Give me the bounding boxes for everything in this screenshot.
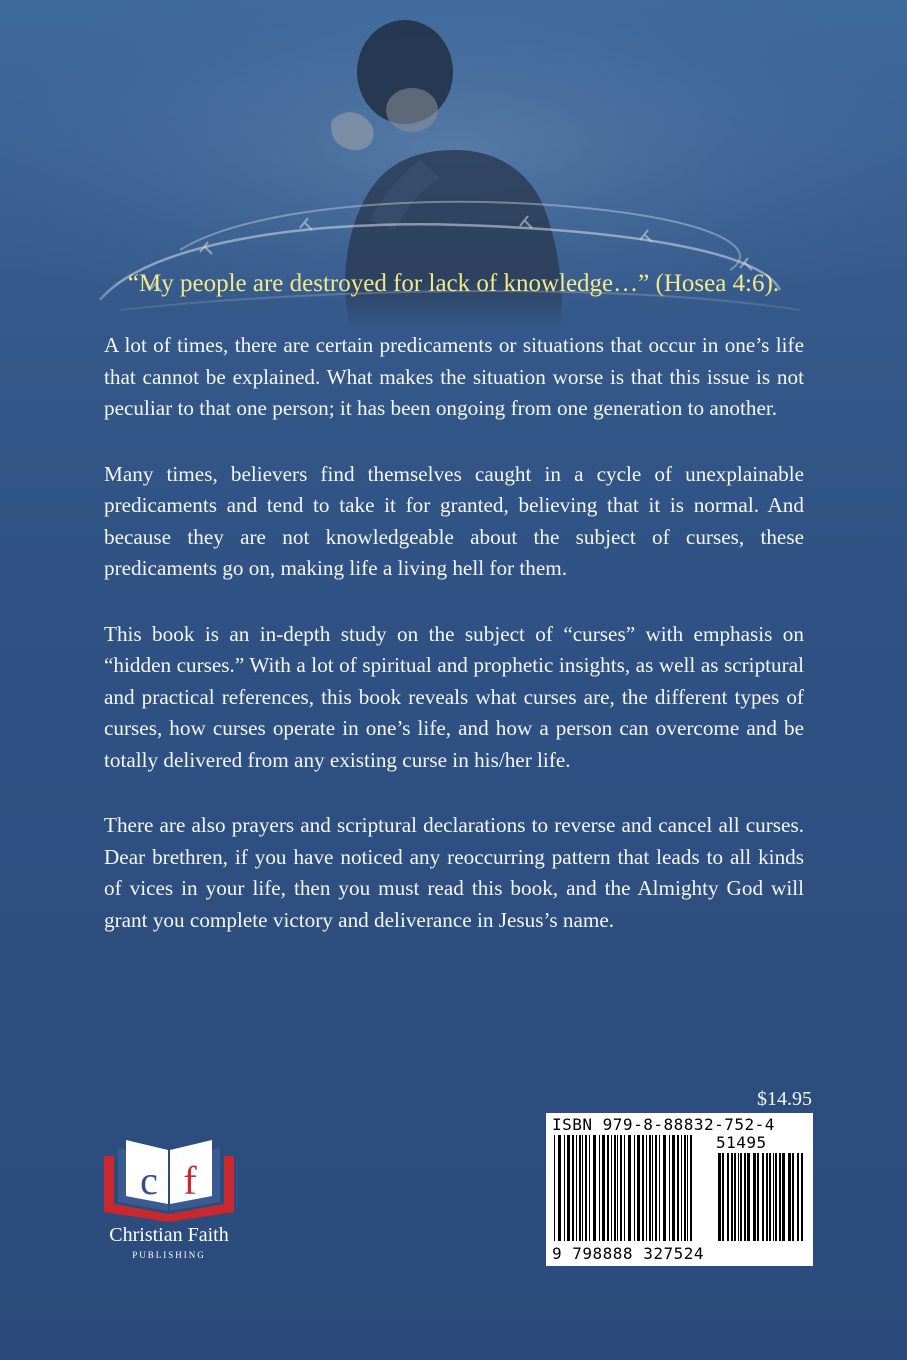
addon-barcode-bar xyxy=(782,1153,785,1241)
barcode-bar xyxy=(554,1135,555,1241)
barcode-bar xyxy=(620,1135,622,1241)
addon-barcode-bar xyxy=(753,1153,756,1241)
addon-barcode-bar xyxy=(727,1153,729,1241)
barcode-bar xyxy=(576,1135,577,1241)
addon-barcode-bar xyxy=(788,1153,791,1241)
barcode-bar xyxy=(646,1135,647,1241)
addon-barcode-bar xyxy=(766,1153,768,1241)
barcode-bar xyxy=(677,1135,679,1241)
addon-barcode-bar xyxy=(779,1153,781,1241)
publisher-name: Christian Faith xyxy=(109,1224,229,1246)
barcode-bar xyxy=(669,1135,670,1241)
barcode-bar xyxy=(687,1135,688,1241)
barcode-bar xyxy=(567,1135,570,1241)
barcode-bar xyxy=(564,1135,565,1241)
barcode-bar xyxy=(637,1135,640,1241)
addon-barcode-bar xyxy=(775,1153,777,1241)
back-cover-blurb xyxy=(104,330,804,970)
barcode-bar xyxy=(572,1135,574,1241)
barcode-bar xyxy=(634,1135,635,1241)
publisher-logo xyxy=(94,1134,244,1274)
addon-barcode-bar xyxy=(738,1153,739,1241)
logo-letter-f: f xyxy=(183,1158,197,1203)
barcode-bar xyxy=(659,1135,660,1241)
addon-barcode-bar xyxy=(797,1153,799,1241)
barcode-bar xyxy=(649,1135,651,1241)
scripture-quote: “My people are destroyed for lack of knowledge…” (Hosea 4:6). xyxy=(127,270,780,297)
addon-barcode-bar xyxy=(769,1153,771,1241)
addon-barcode-bar xyxy=(740,1153,742,1241)
addon-barcode-bar xyxy=(744,1153,746,1241)
addon-barcode-bar xyxy=(731,1153,733,1241)
addon-barcode-bar xyxy=(762,1153,764,1241)
blurb-paragraph: A lot of times, there are certain predicaments or situations that occur in one’s life that cannot be explained. What makes the situation worse is that this issue is not peculiar to that one person; it has been ongoing from one generation to another. xyxy=(104,333,804,420)
price-label: $14.95 xyxy=(757,1088,812,1110)
blurb-paragraph: Many times, believers find themselves caught in a cycle of unexplainable predicaments and tend to take it for granted, believing that it is normal. And because they are not knowledgeable about the subject of curses, these predicaments go on, making life a living hell for them. xyxy=(104,461,804,580)
barcode-bar xyxy=(663,1135,666,1241)
addon-barcode-bar xyxy=(792,1153,794,1241)
addon-barcode-bar xyxy=(722,1153,724,1241)
barcode-bar xyxy=(611,1135,612,1241)
barcode-bar xyxy=(672,1135,675,1241)
barcode-bar xyxy=(628,1135,631,1241)
logo-letter-c: c xyxy=(140,1158,158,1203)
barcode-bar xyxy=(585,1135,587,1241)
barcode-bar xyxy=(655,1135,657,1241)
ean-number: 9 798888 327524 xyxy=(552,1244,704,1263)
barcode-bar xyxy=(589,1135,590,1241)
barcode-bar xyxy=(593,1135,596,1241)
addon-barcode-bar xyxy=(734,1153,736,1241)
barcode-bar xyxy=(624,1135,625,1241)
barcode-bar xyxy=(642,1135,644,1241)
publisher-subtitle: PUBLISHING xyxy=(132,1250,206,1260)
addon-barcode-bar xyxy=(801,1153,803,1241)
barcode-bar xyxy=(599,1135,600,1241)
barcode-bar xyxy=(614,1135,616,1241)
addon-barcode-bar xyxy=(757,1153,759,1241)
book-monogram-icon xyxy=(94,1134,244,1226)
isbn-text: ISBN 979-8-88832-752-4 xyxy=(552,1115,775,1134)
barcode-bar xyxy=(607,1135,609,1241)
blurb-paragraph: This book is an in-depth study on the subject of “curses” with emphasis on “hidden curses.” With a lot of spiritual and prophetic insights, as well as scriptural and practical references, this book reveals what curses are, the different types of curses, how curses operate in one’s life, and how a person can overcome and be totally delivered from any existing curse in his/her life. xyxy=(104,621,804,772)
blurb-paragraph: There are also prayers and scriptural declarations to reverse and cancel all curses. Dear brethren, if you have noticed any reoccurring pattern that leads to all kinds of vices in your life, then you must read this book, and the Almighty God will grant you complete victory and deliverance in Jesus’s name. xyxy=(104,813,804,932)
barcode-bar xyxy=(558,1135,561,1241)
addon-barcode-bar xyxy=(773,1153,774,1241)
isbn-barcode xyxy=(546,1113,813,1266)
price-addon-text: 51495 xyxy=(716,1133,767,1152)
addon-barcode-bar xyxy=(747,1153,750,1241)
barcode-bar xyxy=(582,1135,583,1241)
barcode-bar xyxy=(602,1135,605,1241)
addon-barcode-bar xyxy=(718,1153,721,1241)
barcode-bar xyxy=(684,1135,686,1241)
barcode-bar xyxy=(652,1135,653,1241)
barcode-bar xyxy=(681,1135,682,1241)
barcode-bar xyxy=(579,1135,581,1241)
barcode-bar xyxy=(690,1135,692,1241)
barcode-bar xyxy=(617,1135,618,1241)
